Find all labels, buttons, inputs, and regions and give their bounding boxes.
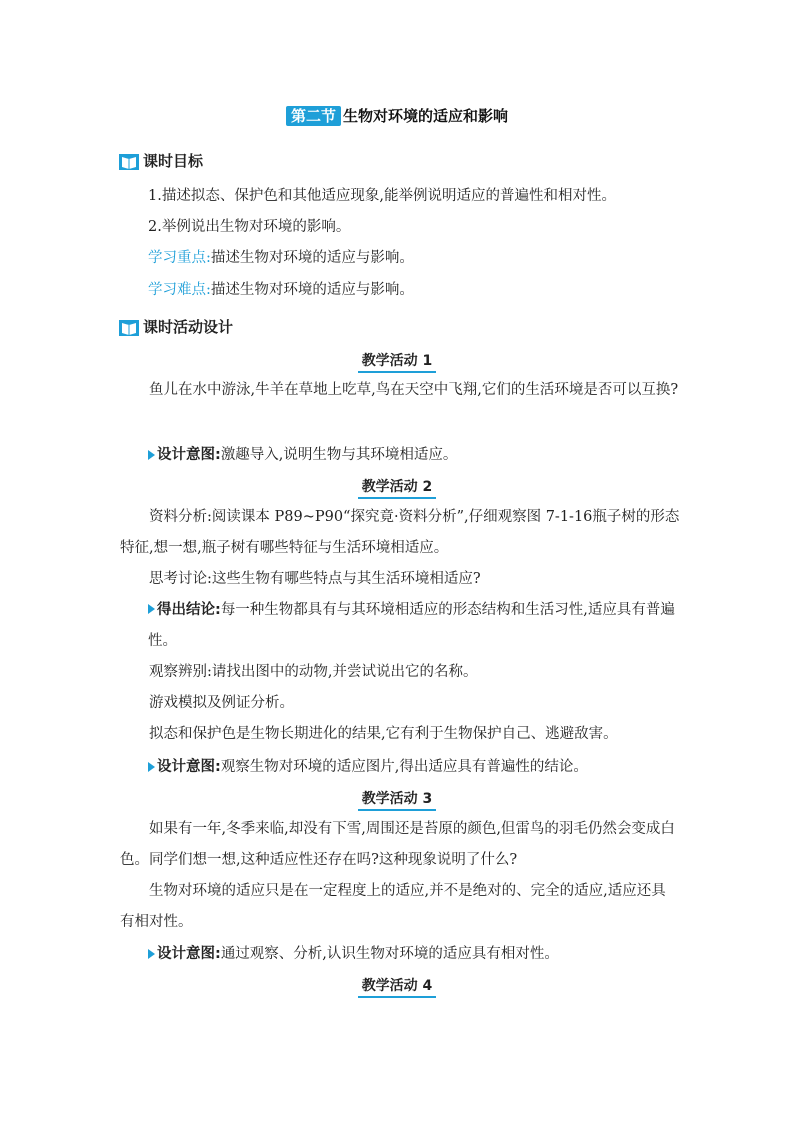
activity-2-heading	[0, 476, 794, 499]
triangle-marker-icon	[148, 450, 155, 460]
lesson-title-text: 生物对环境的适应和影响	[343, 107, 509, 125]
intent-label: 设计意图:	[157, 946, 221, 962]
intent-text: 通过观察、分析,认识生物对环境的适应具有相对性。	[220, 946, 559, 962]
section-badge: 第二节	[286, 106, 341, 126]
difficult-point-text: 描述生物对环境的适应与影响。	[210, 282, 414, 298]
activity-1-paragraph: 鱼儿在水中游泳,牛羊在草地上吃草,鸟在天空中飞翔,它们的生活环境是否可以互换?	[149, 382, 679, 398]
key-point	[148, 248, 414, 268]
activity-2-conclusion	[148, 595, 680, 657]
triangle-marker-icon	[148, 604, 155, 614]
activity-2-paragraph-1: 资料分析:阅读课本 P89~P90“探究竟·资料分析”,仔细观察图 7-1-16瓶子树的形态特征,想一想,瓶子树有哪些特征与生活环境相适应。	[120, 509, 680, 556]
intent-label: 设计意图:	[157, 759, 221, 775]
book-icon	[119, 152, 139, 170]
goal-item-2: 2.举例说出生物对环境的影响。	[148, 219, 351, 235]
activity-1-intent	[148, 445, 457, 465]
activity-3-heading	[0, 788, 794, 811]
activity-label: 教学活动 2	[358, 478, 437, 499]
goal-item-1: 1.描述拟态、保护色和其他适应现象,能举例说明适应的普遍性和相对性。	[148, 188, 616, 204]
design-heading-text: 课时活动设计	[143, 318, 234, 336]
activity-2-paragraph-2: 思考讨论:这些生物有哪些特点与其生活环境相适应?	[149, 571, 481, 587]
difficult-point-label: 学习难点:	[148, 282, 211, 298]
design-heading	[119, 316, 233, 337]
activity-3-intent	[148, 944, 559, 964]
conclusion-text: 每一种生物都具有与其环境相适应的形态结构和生活习性,适应具有普遍性。	[148, 602, 675, 649]
conclusion-label: 得出结论:	[157, 602, 221, 618]
activity-2-paragraph-4: 游戏模拟及例证分析。	[149, 695, 294, 711]
goals-heading	[119, 150, 203, 171]
triangle-marker-icon	[148, 949, 155, 959]
activity-2-paragraph-3: 观察辨别:请找出图中的动物,并尝试说出它的名称。	[149, 664, 478, 680]
activity-label: 教学活动 1	[358, 352, 437, 373]
activity-2-intent	[148, 757, 588, 777]
activity-label: 教学活动 3	[358, 790, 437, 811]
intent-text: 观察生物对环境的适应图片,得出适应具有普遍性的结论。	[220, 759, 588, 775]
activity-2-paragraph-5: 拟态和保护色是生物长期进化的结果,它有利于生物保护自己、逃避敌害。	[149, 726, 618, 742]
activity-3-paragraph-1: 如果有一年,冬季来临,却没有下雪,周围还是苔原的颜色,但雷鸟的羽毛仍然会变成白色。同学们想一想,这种适应性还存在吗?这种现象说明了什么?	[120, 821, 675, 868]
goals-heading-text: 课时目标	[143, 152, 204, 170]
triangle-marker-icon	[148, 762, 155, 772]
key-point-text: 描述生物对环境的适应与影响。	[210, 250, 414, 266]
intent-label: 设计意图:	[157, 447, 221, 463]
difficult-point	[148, 280, 414, 300]
activity-label: 教学活动 4	[358, 977, 437, 998]
activity-4-heading	[0, 975, 794, 998]
activity-1-heading	[0, 350, 794, 373]
book-icon	[119, 318, 139, 336]
lesson-title	[0, 106, 794, 126]
key-point-label: 学习重点:	[148, 250, 211, 266]
intent-text: 激趣导入,说明生物与其环境相适应。	[220, 447, 458, 463]
activity-3-paragraph-2: 生物对环境的适应只是在一定程度上的适应,并不是绝对的、完全的适应,适应还具有相对性。	[120, 883, 666, 930]
